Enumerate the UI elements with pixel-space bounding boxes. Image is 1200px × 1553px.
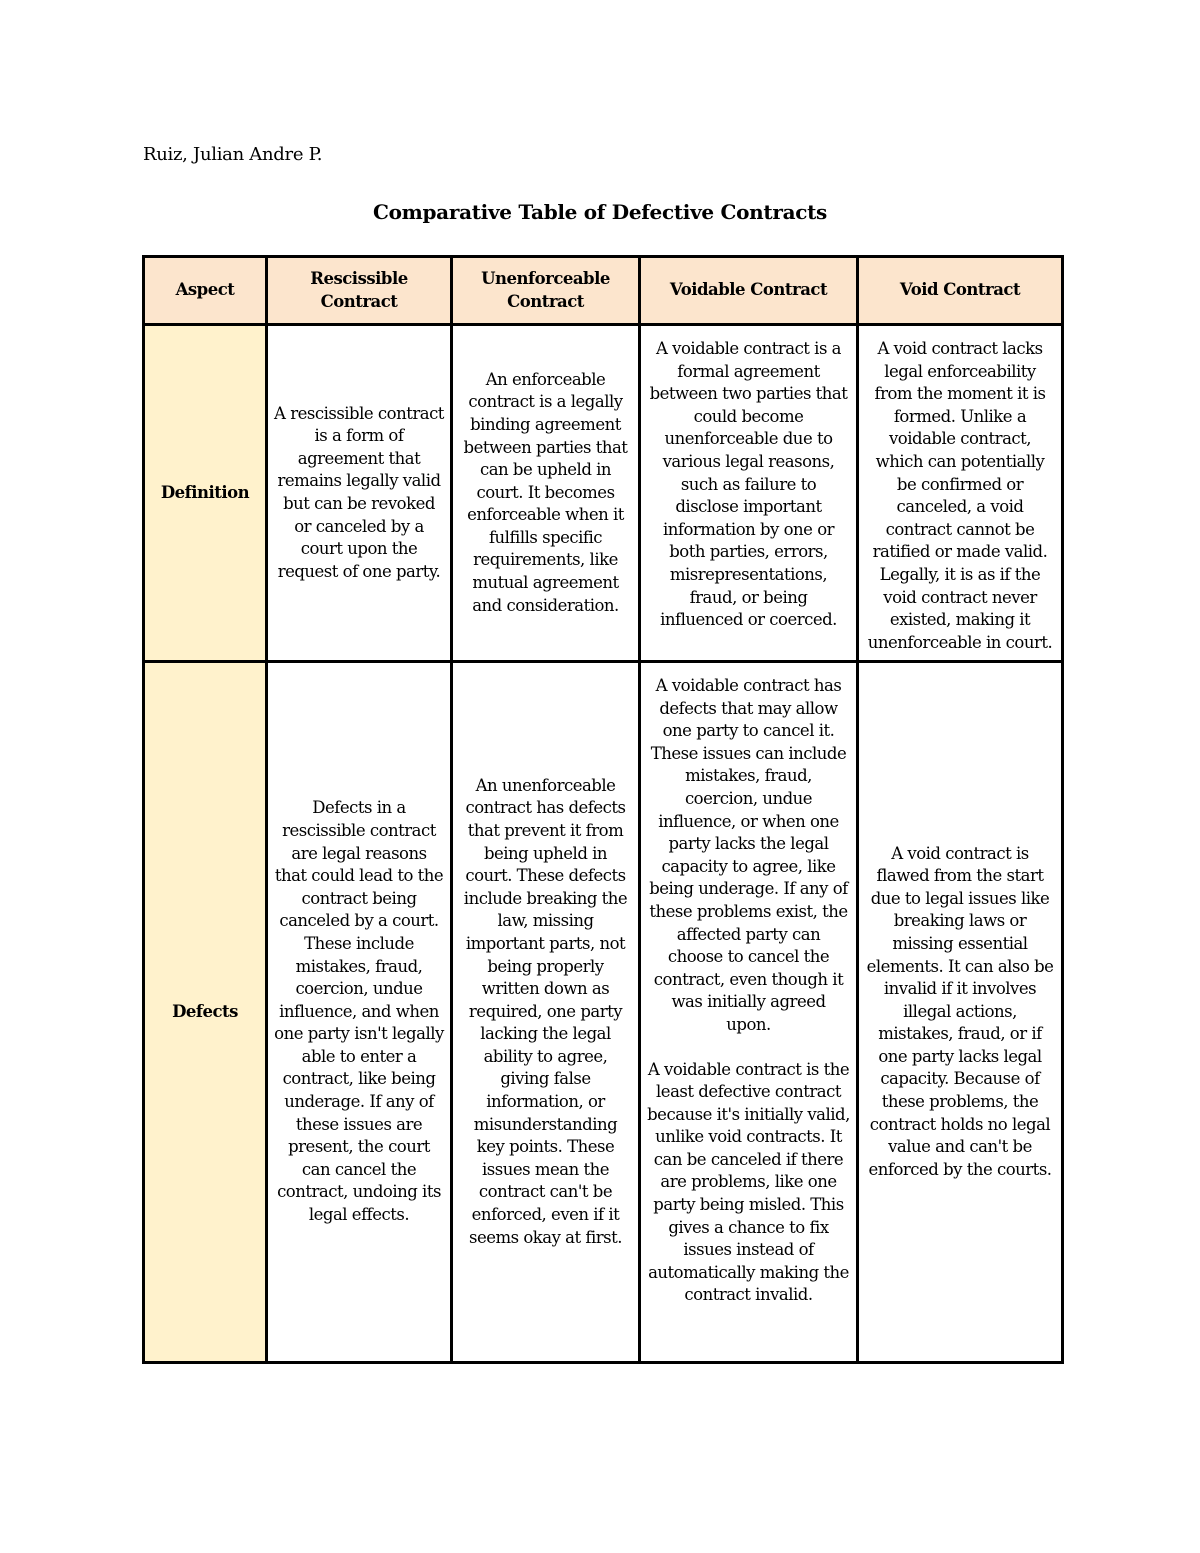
comparison-table xyxy=(142,255,1064,1364)
table-row-definition xyxy=(144,325,1063,662)
definition-void: A void contract lacks legal enforceability from the moment it is formed. Unlike a voidable contract, which can potentially be confirmed or canceled, a void contract cannot be ratified or made valid. Legally, it is as if the void contract never existed, making it unenforceable in court. xyxy=(858,325,1063,662)
defects-rescissible: Defects in a rescissible contract are legal reasons that could lead to the contract being canceled by a court. These include mistakes, fraud, coercion, undue influence, and when one party isn't legally able to enter a contract, like being underage. If any of these issues are present, the court can cancel the contract, undoing its legal effects. xyxy=(267,662,452,1363)
document-title: Comparative Table of Defective Contracts xyxy=(372,200,828,224)
definition-rescissible: A rescissible contract is a form of agreement that remains legally valid but can be revoked or canceled by a court upon the request of one party. xyxy=(267,325,452,662)
defects-voidable xyxy=(640,662,858,1363)
row-label-definition: Definition xyxy=(144,325,267,662)
table-header-row xyxy=(144,257,1063,325)
defects-void: A void contract is flawed from the start due to legal issues like breaking laws or missing essential elements. It can also be invalid if it involves illegal actions, mistakes, fraud, or if one party lacks legal capacity. Because of these problems, the contract holds no legal value and can't be enforced by the courts. xyxy=(858,662,1063,1363)
defects-voidable-paragraph-2: A voidable contract is the least defective contract because it's initially valid, unlike void contracts. It can be canceled if there are problems, like one party being misled. This gives a chance to fix issues instead of automatically making the contract invalid. xyxy=(647,1059,850,1305)
header-aspect: Aspect xyxy=(144,257,267,325)
author-name: Ruiz, Julian Andre P. xyxy=(143,144,323,165)
row-label-defects: Defects xyxy=(144,662,267,1363)
definition-unenforceable: An enforceable contract is a legally binding agreement between parties that can be upheld in court. It becomes enforceable when it fulfills specific requirements, like mutual agreement and consideration. xyxy=(452,325,640,662)
header-unenforceable: Unenforceable Contract xyxy=(452,257,640,325)
definition-voidable: A voidable contract is a formal agreement between two parties that could become unenforceable due to various legal reasons, such as failure to disclose important information by one or both parties, errors, misrepresentations, fraud, or being influenced or coerced. xyxy=(640,325,858,662)
paragraph-gap xyxy=(647,1037,850,1059)
header-rescissible: Rescissible Contract xyxy=(267,257,452,325)
header-void: Void Contract xyxy=(858,257,1063,325)
defects-voidable-paragraph-1: A voidable contract has defects that may allow one party to cancel it. These issues can include mistakes, fraud, coercion, undue influence, or when one party lacks the legal capacity to agree, like being underage. If any of these problems exist, the affected party can choose to cancel the contract, even though it was initially agreed upon. xyxy=(649,676,848,1034)
table-row-defects xyxy=(144,662,1063,1363)
header-voidable: Voidable Contract xyxy=(640,257,858,325)
defects-unenforceable: An unenforceable contract has defects that prevent it from being upheld in court. These defects include breaking the law, missing important parts, not being properly written down as required, one party lacking the legal ability to agree, giving false information, or misunderstanding key points. These issues mean the contract can't be enforced, even if it seems okay at first. xyxy=(452,662,640,1363)
